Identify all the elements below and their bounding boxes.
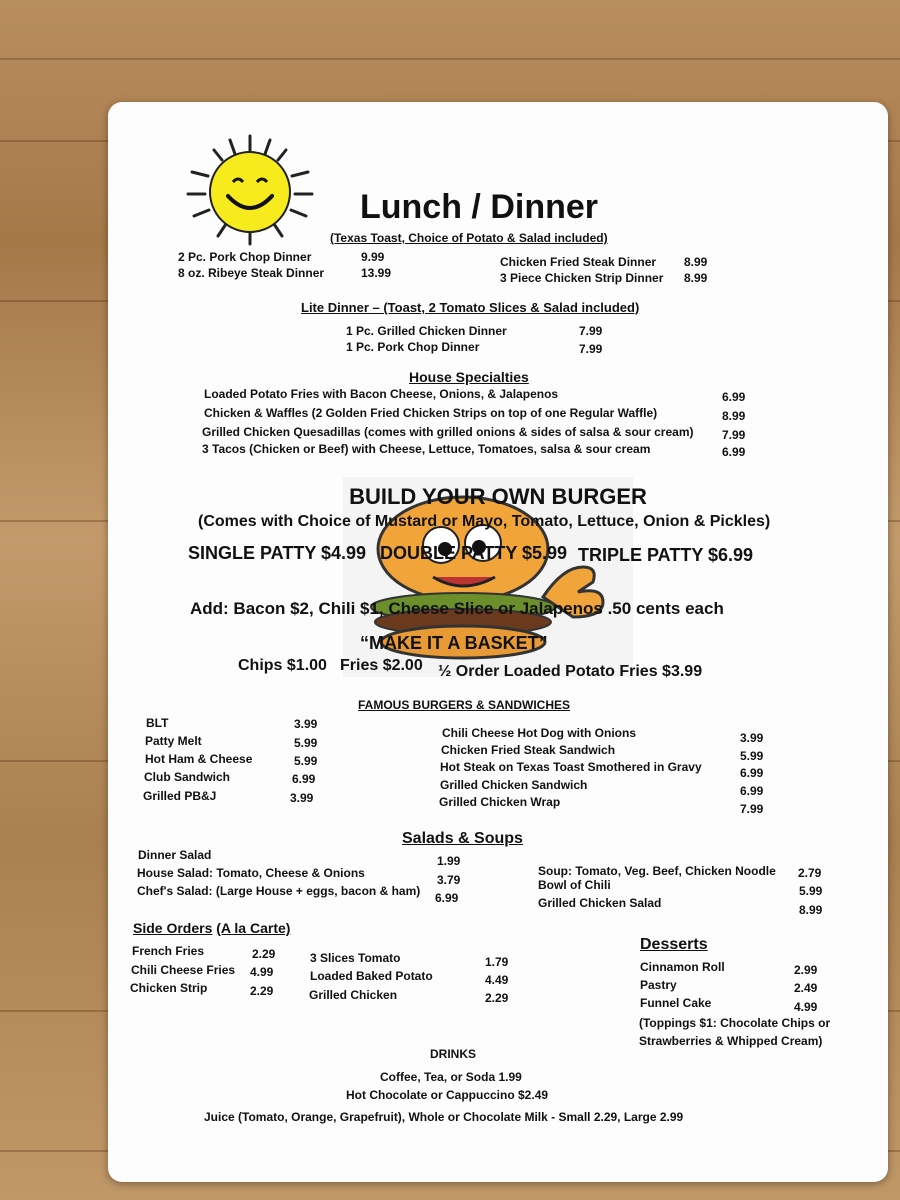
single-patty-price: SINGLE PATTY $4.99 [188, 543, 367, 563]
dinner-item-price: 8.99 [684, 255, 708, 269]
famous-item-price: 6.99 [740, 784, 764, 798]
dinner-item-name: 2 Pc. Pork Chop Dinner [178, 250, 312, 264]
dessert-item-name: Funnel Cake [640, 996, 712, 1010]
basket-loaded-fries: ½ Order Loaded Potato Fries $3.99 [438, 663, 703, 680]
famous-item-price: 6.99 [740, 766, 764, 780]
drinks-line2: Hot Chocolate or Cappuccino $2.49 [346, 1088, 549, 1102]
house-item-price: 7.99 [722, 428, 746, 442]
dessert-toppings-line1: (Toppings $1: Chocolate Chips or [639, 1016, 831, 1030]
drinks-header: DRINKS [430, 1047, 477, 1061]
dinner-item-name: Chicken Fried Steak Dinner [500, 255, 657, 269]
dinner-item-price: 9.99 [361, 250, 385, 264]
soup-item-price: 2.79 [798, 866, 822, 880]
famous-item-name: BLT [146, 716, 169, 730]
side-orders-note: (A la Carte) [216, 920, 291, 936]
famous-item-price: 3.99 [294, 717, 318, 731]
basket-chips: Chips $1.00 [238, 657, 327, 674]
side-item-name: Chili Cheese Fries [131, 963, 236, 977]
dessert-item-price: 2.49 [794, 981, 818, 995]
house-item-name: 3 Tacos (Chicken or Beef) with Cheese, Lettuce, Tomatoes, salsa & sour cream [202, 442, 651, 456]
famous-item-name: Grilled PB&J [143, 789, 217, 803]
dessert-item-name: Pastry [640, 978, 677, 992]
house-item-name: Grilled Chicken Quesadillas (comes with grilled onions & sides of salsa & sour cream) [202, 425, 694, 439]
side-item-name: French Fries [132, 944, 205, 958]
famous-item-price: 6.99 [292, 772, 316, 786]
side-item-price: 4.99 [250, 965, 274, 979]
famous-burgers-header: FAMOUS BURGERS & SANDWICHES [358, 698, 571, 712]
famous-item-price: 3.99 [740, 731, 764, 745]
lite-item-name: 1 Pc. Grilled Chicken Dinner [346, 324, 507, 338]
famous-item-name: Hot Steak on Texas Toast Smothered in Gravy [440, 760, 702, 774]
famous-item-price: 5.99 [294, 736, 318, 750]
dinner-item-price: 13.99 [361, 266, 392, 280]
soup-item-name: Soup: Tomato, Veg. Beef, Chicken Noodle [538, 864, 776, 878]
double-patty-price: DOUBLE PATTY $5.99 [380, 543, 568, 563]
sun-icon [178, 132, 328, 252]
side-item-name: 3 Slices Tomato [310, 951, 401, 965]
house-item-price: 6.99 [722, 445, 746, 459]
salad-item-name: Dinner Salad [138, 848, 212, 862]
side-item-name: Loaded Baked Potato [310, 969, 433, 983]
menu-title: Lunch / Dinner [360, 188, 598, 226]
famous-item-name: Grilled Chicken Sandwich [440, 778, 588, 792]
house-item-name: Loaded Potato Fries with Bacon Cheese, Onions, & Jalapenos [204, 387, 559, 401]
add-ons-line: Add: Bacon $2, Chili $1, Cheese Slice or Jalapenos .50 cents each [190, 599, 724, 618]
famous-item-price: 7.99 [740, 802, 764, 816]
soup-item-price: 8.99 [799, 903, 823, 917]
dinner-item-name: 8 oz. Ribeye Steak Dinner [178, 266, 325, 280]
dessert-item-price: 4.99 [794, 1000, 818, 1014]
build-burger-header: BUILD YOUR OWN BURGER [349, 484, 647, 509]
house-item-name: Chicken & Waffles (2 Golden Fried Chicken Strips on top of one Regular Waffle) [204, 406, 658, 420]
famous-item-price: 5.99 [294, 754, 318, 768]
house-item-price: 8.99 [722, 409, 746, 423]
famous-item-name: Club Sandwich [144, 770, 231, 784]
famous-item-name: Chili Cheese Hot Dog with Onions [442, 726, 637, 740]
house-specialties-header: House Specialties [409, 369, 529, 385]
triple-patty-price: TRIPLE PATTY $6.99 [578, 545, 754, 565]
famous-item-price: 3.99 [290, 791, 314, 805]
side-item-price: 2.29 [485, 991, 509, 1005]
build-burger-subtitle: (Comes with Choice of Mustard or Mayo, Tomato, Lettuce, Onion & Pickles) [198, 513, 771, 530]
soup-item-name: Grilled Chicken Salad [538, 896, 662, 910]
side-item-name: Grilled Chicken [309, 988, 398, 1002]
dessert-item-name: Cinnamon Roll [640, 960, 725, 974]
lite-dinner-header: Lite Dinner – (Toast, 2 Tomato Slices & Salad included) [301, 300, 640, 315]
menu-subtitle: (Texas Toast, Choice of Potato & Salad included) [330, 231, 608, 245]
drinks-line3: Juice (Tomato, Orange, Grapefruit), Whole or Chocolate Milk - Small 2.29, Large 2.99 [204, 1110, 684, 1124]
salad-item-price: 6.99 [435, 891, 459, 905]
soup-item-price: 5.99 [799, 884, 823, 898]
salad-item-price: 1.99 [437, 854, 461, 868]
side-orders-header-wrap [133, 920, 290, 936]
menu-sheet [108, 102, 888, 1182]
famous-item-name: Chicken Fried Steak Sandwich [441, 743, 616, 757]
side-item-price: 4.49 [485, 973, 509, 987]
dessert-item-price: 2.99 [794, 963, 818, 977]
dinner-item-price: 8.99 [684, 271, 708, 285]
side-item-price: 2.29 [252, 947, 276, 961]
basket-header: “MAKE IT A BASKET” [360, 633, 548, 653]
side-item-name: Chicken Strip [130, 981, 208, 995]
soup-item-name: Bowl of Chili [538, 878, 611, 892]
famous-item-name: Hot Ham & Cheese [145, 752, 253, 766]
salads-soups-header: Salads & Soups [402, 830, 523, 847]
famous-item-name: Grilled Chicken Wrap [439, 795, 561, 809]
dessert-toppings-line2: Strawberries & Whipped Cream) [639, 1034, 823, 1048]
salad-item-name: Chef's Salad: (Large House + eggs, bacon & ham) [137, 884, 421, 898]
basket-fries: Fries $2.00 [340, 657, 423, 674]
side-orders-header: Side Orders [133, 920, 213, 936]
lite-item-price: 7.99 [579, 324, 603, 338]
side-item-price: 2.29 [250, 984, 274, 998]
desserts-header: Desserts [640, 936, 708, 953]
lite-item-price: 7.99 [579, 342, 603, 356]
house-item-price: 6.99 [722, 390, 746, 404]
salad-item-price: 3.79 [437, 873, 461, 887]
side-item-price: 1.79 [485, 955, 509, 969]
famous-item-price: 5.99 [740, 749, 764, 763]
drinks-line1: Coffee, Tea, or Soda 1.99 [380, 1070, 522, 1084]
dinner-item-name: 3 Piece Chicken Strip Dinner [500, 271, 664, 285]
salad-item-name: House Salad: Tomato, Cheese & Onions [137, 866, 365, 880]
lite-item-name: 1 Pc. Pork Chop Dinner [346, 340, 480, 354]
famous-item-name: Patty Melt [145, 734, 202, 748]
